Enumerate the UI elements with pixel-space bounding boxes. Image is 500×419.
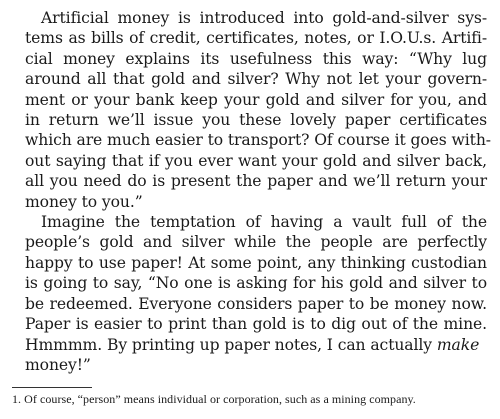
footnote: 1. Of course, “person” means individual or corporation, such as a mining company. [12, 392, 416, 406]
text-line: around all that gold and silver? Why not let your govern- [25, 70, 487, 89]
paragraph-1 [9, 8, 491, 212]
text-line: cial money explains its usefulness this way: “Why lug [25, 49, 487, 68]
footnote-divider [12, 387, 92, 388]
text-line: happy to use paper! At some point, any thinking custodian [25, 253, 487, 272]
text-line: Imagine the temptation of having a vault full of the [41, 213, 487, 232]
text-line: ment or your bank keep your gold and silver for you, and [25, 90, 487, 109]
text-line: out saying that if you ever want your gold and silver back, [25, 151, 487, 170]
paragraph-2 [9, 212, 487, 375]
text-line: be redeemed. Everyone considers paper to be money now. [25, 294, 487, 313]
text-line-with-emphasis [9, 335, 487, 355]
text-line: Artificial money is introduced into gold-and-silver sys- [41, 9, 487, 27]
text-line: Paper is easier to print than gold is to dig out of the mine. [25, 315, 487, 334]
text-line: tems as bills of credit, certificates, notes, or I.O.U.s. Artifi- [25, 29, 487, 48]
text-line: money to you.” [25, 192, 143, 211]
text-line: in return we’ll issue you these lovely paper certificates [25, 111, 487, 130]
text-line: people’s gold and silver while the people are perfectly [25, 233, 487, 252]
text-line: is going to say, “No one is asking for his gold and silver to [25, 274, 487, 293]
emphasized-word: make [436, 335, 480, 354]
text-line: all you need do is present the paper and we’ll return your [25, 172, 487, 191]
text-line: money!” [25, 355, 91, 374]
text-line: which are much easier to transport? Of course it goes with- [25, 131, 491, 150]
text-line-lead: Hmmmm. By printing up paper notes, I can actually [25, 335, 432, 354]
book-page-body [9, 8, 491, 375]
